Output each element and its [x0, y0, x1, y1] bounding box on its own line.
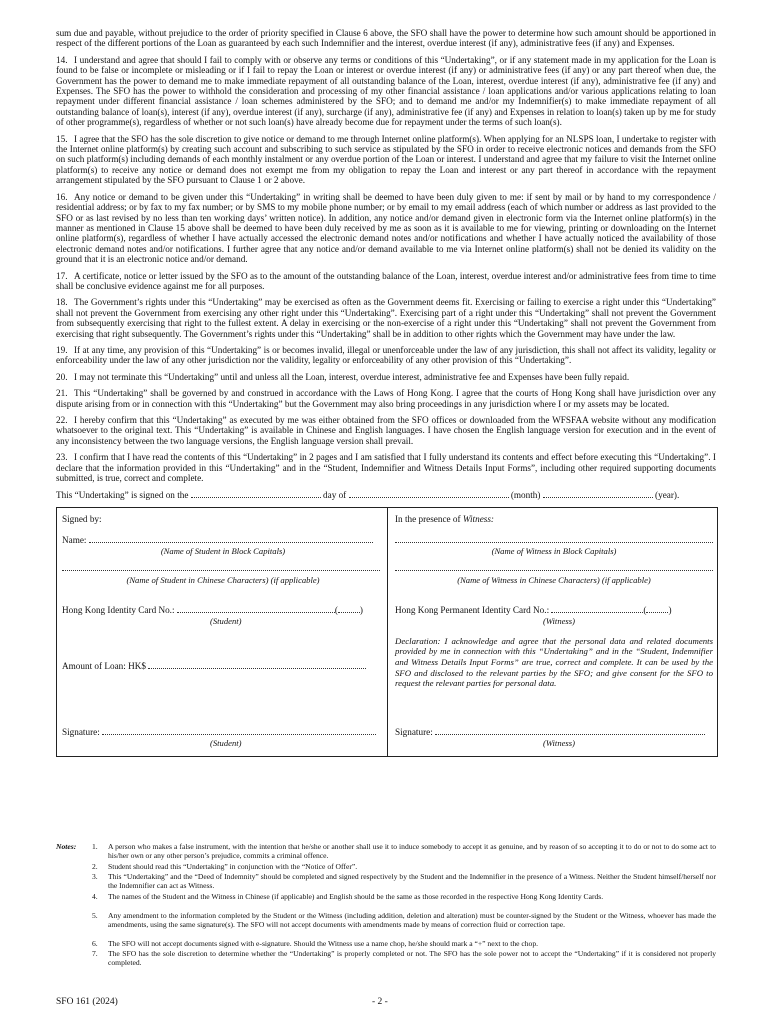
student-hkid-field[interactable]	[177, 604, 335, 613]
loan-amount-row	[62, 660, 384, 671]
clause-number: 15.	[56, 133, 68, 144]
witness-hkid-field[interactable]	[551, 604, 643, 613]
clause-17	[56, 271, 716, 292]
note-number: 4.	[92, 892, 98, 901]
clauses	[56, 55, 716, 484]
note-number: 3.	[92, 872, 98, 881]
clause-number: 14.	[56, 54, 68, 65]
clause-text: I confirm that I have read the contents of this “Undertaking” in 2 pages and I am satisfied that I fully understand its contents and effect before executing this “Undertaking”. I declare that the information provided in this “Undertaking” and in the “Student, Indemnifier and Witness Details Input Forms”, including other required supporting documents submitted, is true, correct and complete.	[56, 452, 716, 484]
note-number: 7.	[92, 949, 98, 958]
note-number: 5.	[92, 911, 98, 920]
student-signature-row	[62, 726, 384, 737]
loan-amount-label: Amount of Loan: HK$	[62, 660, 146, 671]
clause-number: 21.	[56, 388, 68, 399]
witness-signature-caption: (Witness)	[543, 737, 575, 748]
declaration-text: Declaration: I acknowledge and agree that the personal data and related documents provided by me in connection with this “Undertaking” and in the “Student, Indemnifier and Witness Details Input Forms” are true, correct and complete. It can be used by the SFO and disclosed to the relevant parties by the SFO; and give consent for the SFO to request the relevant parties for personal data.	[395, 635, 713, 689]
clause-text: I may not terminate this “Undertaking” until and unless all the Loan, interest, overdue interest, administrative fee and Expenses have been fully repaid.	[74, 371, 630, 382]
witness-hkid-paren-close: )	[668, 604, 672, 615]
note-item	[92, 892, 716, 901]
clause-text: I agree that the SFO has the sole discretion to give notice or demand to me through Internet online platform(s). When applying for an NLSPS loan, I undertake to register with the Internet online platform(s) by creating such account and subscribing to such service as stipulated by the SFO in order to receive electronic notices and demands from the SFO on such platform(s) including demands of each monthly instalment or any overdue portion of the Loan or interest. I understand and agree that my failure to visit the Internet online platform(s) to receive any notice or demand does not exempt me from my obligation to repay the Loan and interest or any part thereof in accordance with the repayment arrangement stipulated by the SFO pursuant to Clause 1 or 2 above.	[56, 133, 716, 186]
student-signature-label: Signature:	[62, 726, 100, 737]
clause-15	[56, 134, 716, 186]
clause-18	[56, 297, 716, 339]
signed-by-label: Signed by:	[62, 513, 102, 524]
note-number: 1.	[92, 842, 98, 851]
clause-number: 20.	[56, 371, 68, 382]
loan-amount-field[interactable]	[148, 660, 366, 669]
note-text: This “Undertaking” and the “Deed of Indemnity” should be completed and signed respectively by the Student and the Indemnifier in the presence of a Witness. Neither the Student himself/herself nor the Indemnifier can act as Witness.	[108, 872, 716, 891]
student-signature-caption: (Student)	[210, 737, 242, 748]
witness-chinese-name-row	[395, 562, 713, 573]
student-hkid-caption: (Student)	[210, 615, 242, 626]
student-name-caption: (Name of Student in Block Capitals)	[160, 545, 286, 556]
witness-name-row	[395, 534, 713, 545]
clause-number: 18.	[56, 297, 68, 308]
witness-hkid-label: Hong Kong Permanent Identity Card No.:	[395, 604, 550, 615]
student-chinese-name-field[interactable]	[62, 562, 380, 571]
clause-14	[56, 55, 716, 128]
witness-chinese-name-field[interactable]	[395, 562, 713, 571]
clause-text: I hereby confirm that this “Undertaking” as executed by me was either obtained from the SFO offices or downloaded from the WFSFAA website without any modification whatsoever to the original text. This “Undertaking” is available in Chinese and English languages. I have chosen the English language version for execution and in the event of any inconsistency between the two language versions, the English language version shall prevail.	[56, 415, 716, 446]
intro-paragraph: sum due and payable, without prejudice to the order of priority specified in Clause 6 above, the SFO shall have the power to determine how such amount should be apportioned in respect of the different portions of the Loan as guaranteed by each such Indemnifier and the interest, overdue interest (if any), administrative fees (if any) and Expenses.	[56, 28, 716, 49]
note-item	[92, 842, 716, 861]
form-code: SFO 161 (2024)	[56, 997, 118, 1007]
clause-text: I understand and agree that should I fail to comply with or observe any terms or conditions of this “Undertaking”, or if any statement made in my application for the Loan is found to be false or incomplete or misleading or if I fail to repay the Loan or interest or overdue interest (if any) or administrative fees (if any) or any part thereof when due, the Government has the power to demand me to make immediate repayment of all outstanding balance of the Loan, interest, overdue interest (if any), administrative fee (if any) and Expenses. The SFO has the power to withhold the consideration and processing of my other financial assistance / loan applications and/or various applications relating to loan repayment under different financial assistance / loan schemes administered by the SFO; and to demand me and/or my Indemnifier(s) to make immediate repayment of all outstanding balance of loan(s), interest (if any), overdue interest (if any), surcharge (if any), administrative fee (if any) and Expenses in relation to loan(s) taken up by me for study of other programme(s), regardless of whether or not such loan(s) have already become due for repayment under the terms of such loan(s).	[56, 54, 716, 128]
clause-20	[56, 372, 716, 382]
clause-number: 19.	[56, 344, 68, 355]
note-text: A person who makes a false instrument, with the intention that he/she or another shall use it to induce somebody to accept it as genuine, and by reason of so accepting it to do or not to do some act to his/her own or any other person’s prejudice, commits a criminal offence.	[108, 842, 716, 861]
clause-number: 17.	[56, 270, 68, 281]
clause-22	[56, 415, 716, 446]
note-item	[92, 872, 716, 891]
note-item	[92, 911, 716, 930]
clause-number: 23.	[56, 452, 68, 463]
clause-16	[56, 192, 716, 265]
student-hkid-label: Hong Kong Identity Card No.:	[62, 604, 175, 615]
student-hkid-paren-close: )	[359, 604, 363, 615]
day-of-label: day of	[323, 490, 347, 501]
note-text: Student should read this “Undertaking” in conjunction with the “Notice of Offer”.	[108, 862, 358, 871]
witness-hkid-caption: (Witness)	[543, 615, 575, 626]
note-text: The SFO has the sole discretion to determine whether the “Undertaking” is properly completed or not. The SFO has the sole power not to accept the “Undertaking” if it is considered not properly completed.	[108, 949, 716, 968]
student-name-row	[62, 534, 384, 545]
student-hkid-paren-open: (	[334, 604, 338, 615]
note-text: The names of the Student and the Witness in Chinese (if applicable) and English should be the same as those recorded in the respective Hong Kong Identity Cards.	[108, 892, 604, 901]
note-item	[92, 862, 716, 871]
page-number: - 2 -	[372, 997, 388, 1007]
note-item	[92, 949, 716, 968]
witness-name-field[interactable]	[395, 534, 713, 543]
signing-date-line	[56, 489, 716, 500]
clause-text: A certificate, notice or letter issued by the SFO as to the amount of the outstanding balance of the Loan, interest, overdue interest and/or administrative fees from time to time shall be conclusive evidence against me for all purposes.	[56, 270, 716, 291]
in-presence-label	[395, 514, 713, 524]
clause-19	[56, 345, 716, 366]
signing-month-field[interactable]	[349, 489, 509, 498]
student-chinese-name-row	[62, 562, 384, 573]
note-text: The SFO will not accept documents signed with e-signature. Should the Witness use a name chop, he/she should mark a “+” next to the chop.	[108, 939, 539, 948]
notes-title: Notes:	[56, 842, 77, 851]
clause-text: Any notice or demand to be given under this “Undertaking” in writing shall be deemed to have been duly given to me: if sent by mail or by hand to my correspondence / residential address; or by fax to my fax number; or by SMS to my mobile phone number; or by email to my email address (each of which number or address as last provided to the SFO or as last revised by no less than ten working days’ written notice). In addition, any notice and/or demand given in electronic form via the Internet online platform(s) in the manner as mentioned in Clause 15 above shall be deemed to have been duly received by me as soon as it is available to me for viewing, printing or downloading on the Internet online platform(s), regardless of whether I have actually accessed the electronic demand notes and/or notifications and whether I have actually noticed the availability of those electronic demand notes and/or notifications. I further agree that any notice and/or demand available to me via Internet online platform(s) shall not be denied its validity on the ground that it is an electronic notice and/or demand.	[56, 191, 716, 265]
clause-23	[56, 452, 716, 483]
witness-chinese-name-caption: (Name of Witness in Chinese Characters) (if applicable)	[457, 574, 651, 585]
in-presence-witness: Witness:	[462, 513, 494, 524]
student-hkid-row	[62, 604, 384, 615]
witness-signature-field[interactable]	[435, 726, 705, 735]
student-chinese-name-caption: (Name of Student in Chinese Characters) (if applicable)	[126, 574, 320, 585]
clause-text: If at any time, any provision of this “Undertaking” is or becomes invalid, illegal or unenforceable under the law of any jurisdiction, this shall not affect its validity, legality or enforceability under the law of any other jurisdiction nor the validity, legality or enforceability of any other provision of this “Undertaking”.	[56, 344, 716, 366]
note-number: 2.	[92, 862, 98, 871]
signing-year-field[interactable]	[543, 489, 653, 498]
clause-text: This “Undertaking” shall be governed by and construed in accordance with the Laws of Hong Kong. I agree that the courts of Hong Kong shall have jurisdiction over any dispute arising from or in connection with this “Undertaking” but the Government may also bring proceedings in any jurisdiction where I or my assets may be located.	[56, 388, 716, 409]
witness-hkid-paren-open: (	[643, 604, 647, 615]
document-body	[56, 28, 716, 757]
student-name-label: Name:	[62, 534, 87, 545]
witness-signature-label: Signature:	[395, 726, 433, 737]
student-signature-field[interactable]	[102, 726, 376, 735]
clause-number: 16.	[56, 191, 68, 202]
witness-signature-row	[395, 726, 713, 737]
witness-hkid-row	[395, 604, 713, 615]
form-column-divider	[387, 508, 388, 756]
student-name-field[interactable]	[89, 534, 373, 543]
clause-number: 22.	[56, 415, 68, 425]
in-presence-prefix: In the presence of	[395, 513, 463, 524]
signing-day-field[interactable]	[191, 489, 321, 498]
student-hkid-check-digit-field[interactable]	[338, 604, 360, 613]
note-text: Any amendment to the information completed by the Student or the Witness (including addition, deletion and alteration) must be counter-signed by the Student or the Witness, whoever has made the amendments, using the same signature(s). The SFO will not accept documents with amendments made by means of correction fluid or correction tape.	[108, 911, 716, 930]
signed-on-label: This “Undertaking” is signed on the	[56, 490, 189, 501]
clause-21	[56, 388, 716, 409]
note-item	[92, 939, 716, 948]
witness-name-caption: (Name of Witness in Block Capitals)	[491, 545, 617, 556]
clause-text: The Government’s rights under this “Undertaking” may be exercised as often as the Government deems fit. Exercising or failing to exercise a right under this “Undertaking” shall not prevent the Government from exercising any other right under this “Undertaking”. Exercising part of a right under this “Undertaking” shall not prevent the Government from subsequently exercising that right to the fullest extent. A delay in exercising or the non-exercise of a right under this “Undertaking” shall not prevent the Government from exercising that right subsequently. The Government’s rights under this “Undertaking” shall be in addition to other rights which the Government may have under the law.	[56, 297, 716, 339]
year-label: (year).	[655, 490, 680, 501]
month-label: (month)	[510, 490, 541, 501]
note-number: 6.	[92, 939, 98, 948]
signature-form	[56, 507, 718, 757]
witness-hkid-check-digit-field[interactable]	[646, 604, 668, 613]
